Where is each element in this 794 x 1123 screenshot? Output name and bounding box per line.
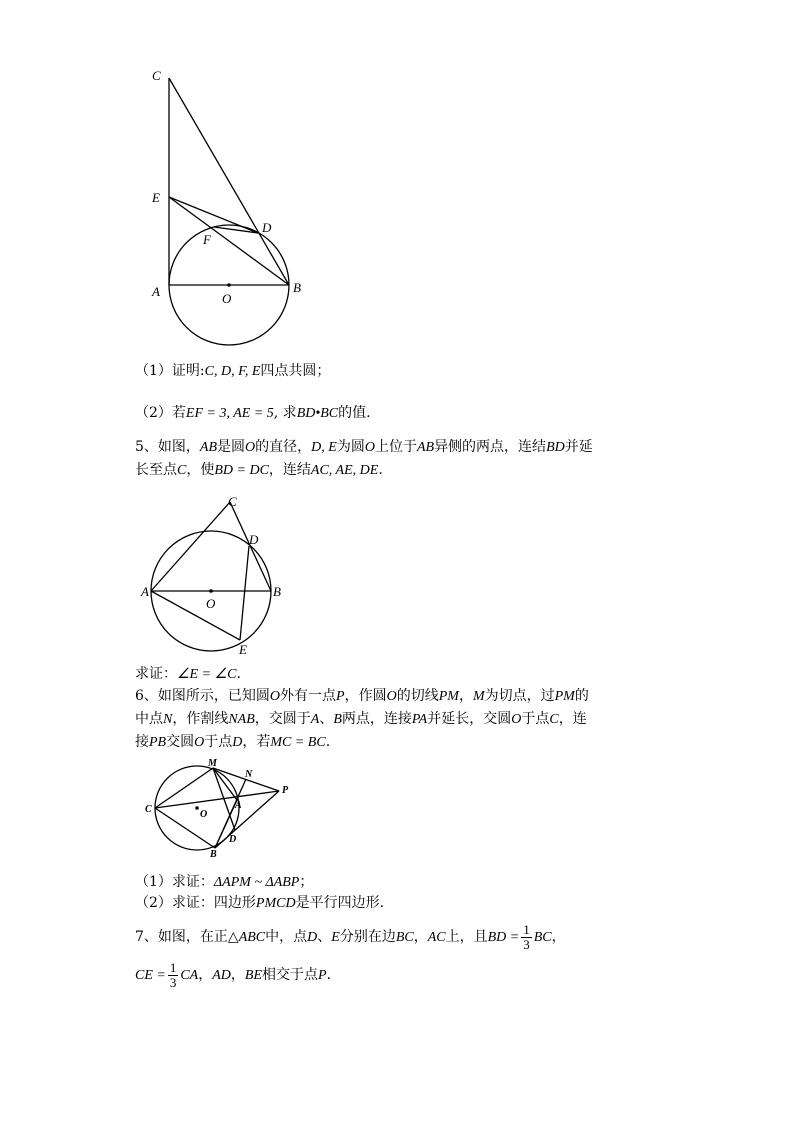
figure-q4 <box>140 60 320 360</box>
label-c: C <box>145 804 152 815</box>
q6-v5: 于点 <box>204 734 233 750</box>
q4-part1 <box>135 361 330 382</box>
q6-p2-pre: 求证： <box>171 895 214 911</box>
q6-p2-mid: 四边形 <box>213 895 256 911</box>
q7-t13: BC <box>533 930 552 945</box>
q7-frac2-den: 3 <box>169 974 177 990</box>
q6-v7: ，若 <box>242 734 271 750</box>
q5-u3: ，使 <box>186 462 215 478</box>
q6-t6: O <box>386 689 397 704</box>
q5-t8: O <box>364 440 375 455</box>
q6-line1 <box>135 686 589 707</box>
label-m: M <box>208 758 217 769</box>
q6-t10: M <box>472 689 485 704</box>
q7-t11: 上，且 <box>445 929 488 945</box>
q6-u12: O <box>511 712 522 727</box>
q7-line2 <box>135 960 331 991</box>
figure-q6 <box>142 755 302 860</box>
q6-t9: ， <box>458 688 473 704</box>
q7-t14: ， <box>551 929 566 945</box>
label-e: E <box>239 642 247 657</box>
q7-u7: 相交于点 <box>262 967 319 983</box>
segment-de <box>240 546 249 640</box>
q7-u2: CA <box>180 968 199 983</box>
segment-cm <box>155 768 213 808</box>
q6-u6: A <box>310 712 320 727</box>
q5-t11: 异侧的两点，连结 <box>434 439 547 455</box>
q4-p2-num: （2） <box>135 405 172 421</box>
q6-p1-num: （1） <box>135 874 172 890</box>
q5-u4: BD = DC <box>214 463 269 478</box>
figure-q5-lines <box>151 502 271 651</box>
q5-t6: D, E <box>311 440 337 455</box>
q5-proof-pre: 求证： <box>135 666 177 682</box>
q6-u1: 中点 <box>135 711 163 727</box>
q5-t1: 5、如图， <box>135 439 200 455</box>
q7-t3: 中，点 <box>265 929 308 945</box>
q6-u11: 并延长，交圆 <box>427 711 512 727</box>
q7-frac1-num: 1 <box>523 921 530 937</box>
q6-v2: PB <box>149 735 167 750</box>
q7-frac1-den: 3 <box>523 936 530 952</box>
label-o: O <box>200 809 208 820</box>
figure-q5 <box>140 492 290 662</box>
segment-cp <box>155 791 279 808</box>
q4-p2-pre: 若 <box>171 405 186 421</box>
q6-u3: ，作割线 <box>172 711 229 727</box>
q6-t3: 外有一点 <box>280 688 337 704</box>
q6-u4: NAB <box>228 712 255 727</box>
q5-t3: 是圆 <box>217 439 246 455</box>
q7-t9: ， <box>413 929 428 945</box>
q7-u5: ， <box>230 967 245 983</box>
q6-u15: ，连 <box>558 711 587 727</box>
q5-u1: 长至点 <box>135 462 177 478</box>
q6-line3 <box>135 732 330 753</box>
label-p: P <box>282 785 289 796</box>
q6-t4: P <box>336 689 345 704</box>
q6-p1-post: ； <box>299 874 314 890</box>
center-dot <box>209 589 213 593</box>
segment-ac <box>151 502 230 591</box>
q7-t12: BD = <box>487 930 520 945</box>
q4-p1-math: C, D, F, E <box>204 364 261 379</box>
q6-v6: D <box>232 735 243 750</box>
q6-t2: O <box>269 689 281 704</box>
label-d: D <box>229 834 237 845</box>
q6-t5: ，作圆 <box>344 688 387 704</box>
q4-p2-post: 的值. <box>338 405 371 421</box>
center-dot <box>227 283 231 287</box>
q5-proof <box>135 664 241 685</box>
q4-part2 <box>135 403 371 424</box>
q4-p1-num: （1） <box>135 363 172 379</box>
label-c: C <box>228 494 237 509</box>
q6-part2 <box>135 893 384 914</box>
q7-u6: BE <box>244 968 263 983</box>
q6-u10: PA <box>411 712 428 727</box>
q5-proof-post: . <box>236 666 241 682</box>
q7-t10: AC <box>427 930 446 945</box>
q5-t9: 上位于 <box>374 439 417 455</box>
q7-frac2-num: 1 <box>169 959 177 975</box>
q5-t4: O <box>245 440 256 455</box>
q6-t12: PM <box>554 689 575 704</box>
q7-u3: ， <box>198 967 213 983</box>
q6-u7: 、 <box>319 711 334 727</box>
q6-t8: PM <box>438 689 459 704</box>
segment-eb <box>169 197 289 285</box>
q6-t11: 为切点，过 <box>484 688 555 704</box>
q4-p2-mid: , 求 <box>273 405 297 421</box>
figure-q6-lines <box>155 766 279 850</box>
q6-u2: N <box>163 712 173 727</box>
center-dot <box>195 806 199 810</box>
q7-fraction-1 <box>521 923 532 952</box>
q7-t4: D <box>307 930 318 945</box>
label-n: N <box>245 769 253 780</box>
q6-p2-post: 是平行四边形. <box>295 895 385 911</box>
q4-p2-math1: EF = 3, AE = 5 <box>185 406 274 421</box>
label-a: A <box>141 584 149 599</box>
q6-u9: 两点，连接 <box>341 711 412 727</box>
q6-line2 <box>135 709 587 730</box>
q5-t7: 为圆 <box>336 439 365 455</box>
q7-fraction-2 <box>168 961 179 990</box>
label-e: E <box>152 190 160 205</box>
q5-u7: . <box>378 462 383 478</box>
q6-u14: C <box>549 712 559 727</box>
q7-t2: ABC <box>238 930 266 945</box>
q6-t1: 6、如图所示，已知圆 <box>135 688 270 704</box>
label-c: C <box>152 68 161 83</box>
q5-t5: 的直径， <box>255 439 312 455</box>
q7-line1 <box>135 922 566 953</box>
q7-u8: P <box>318 968 327 983</box>
segment-ae <box>151 591 240 640</box>
q5-line2 <box>135 460 383 481</box>
q5-t13: 并延 <box>564 439 593 455</box>
q4-p1-pre: 证明: <box>171 363 205 379</box>
q6-v8: MC = BC <box>270 735 326 750</box>
q6-t13: 的 <box>574 688 589 704</box>
label-d: D <box>249 532 259 547</box>
label-o: O <box>206 596 216 611</box>
q6-u13: 于点 <box>521 711 550 727</box>
q4-p2-math2: BD•BC <box>296 406 339 421</box>
q5-t2: AB <box>199 440 218 455</box>
label-o: O <box>222 291 232 306</box>
q6-u8: B <box>333 712 342 727</box>
q6-t7: 的切线 <box>396 688 439 704</box>
q6-part1 <box>135 872 313 893</box>
label-a: A <box>152 284 160 299</box>
q6-v4: O <box>194 735 205 750</box>
q5-u2: C <box>177 463 187 478</box>
q4-p1-post: 四点共圆； <box>260 363 331 379</box>
q6-p1-math: ΔAPM ~ ΔABP <box>213 875 300 890</box>
q6-v9: . <box>325 734 331 750</box>
q7-u1: CE = <box>135 968 166 983</box>
q7-u9: . <box>326 967 332 983</box>
label-d: D <box>262 220 272 235</box>
q5-t12: BD <box>546 440 565 455</box>
q5-t10: AB <box>416 440 435 455</box>
label-f: F <box>203 232 211 247</box>
q6-p1-pre: 求证： <box>171 874 214 890</box>
segment-cb <box>169 78 289 285</box>
q7-t1: 7、如图，在正△ <box>135 929 239 945</box>
q7-t7: 分别在边 <box>339 929 396 945</box>
label-b: B <box>210 849 217 860</box>
q7-t6: E <box>331 930 340 945</box>
q6-p2-math: PMCD <box>255 896 296 911</box>
q6-v3: 交圆 <box>166 734 195 750</box>
label-b: B <box>273 584 281 599</box>
q7-t8: BC <box>395 930 414 945</box>
label-b: B <box>293 280 301 295</box>
label-a: A <box>235 800 242 811</box>
q5-u5: ，连结 <box>268 462 311 478</box>
q5-line1 <box>135 437 593 458</box>
q6-p2-num: （2） <box>135 895 172 911</box>
q6-u5: ，交圆于 <box>254 711 311 727</box>
q7-t5: 、 <box>317 929 332 945</box>
q6-v1: 接 <box>135 734 149 750</box>
q5-u6: AC, AE, DE <box>310 463 379 478</box>
q5-proof-math: ∠E = ∠C <box>177 667 237 682</box>
q7-u4: AD <box>212 968 231 983</box>
